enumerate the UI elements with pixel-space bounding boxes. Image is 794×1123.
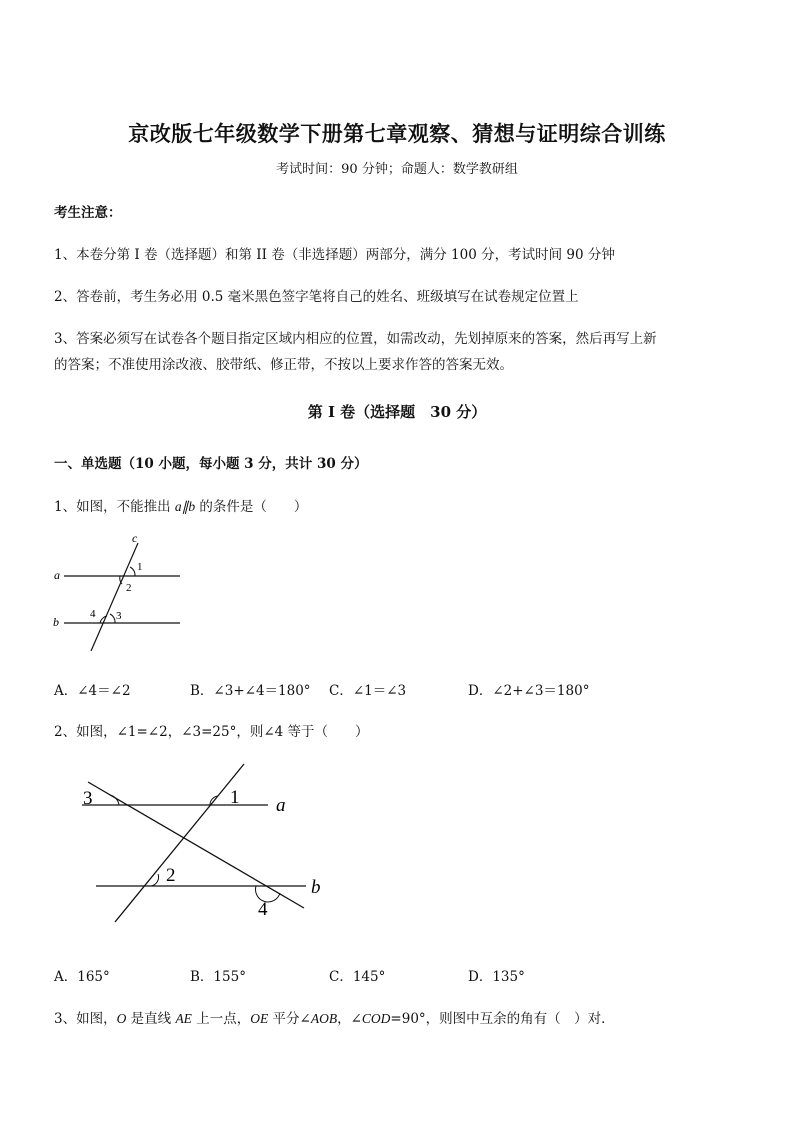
label-a: a [54, 568, 60, 582]
line-c [91, 543, 138, 651]
label-b: b [53, 615, 59, 629]
exam-info: 考试时间：90 分钟；命题人：数学教研组 [276, 162, 518, 177]
label-a: a [276, 795, 286, 816]
question-3-text: 上一点， [191, 1011, 251, 1027]
question-1-stem [54, 495, 307, 515]
notice-heading: 考生注意： [54, 205, 122, 221]
option-a[interactable]: A．165° [54, 969, 110, 985]
question-3-stem [54, 1007, 615, 1027]
label-1: 1 [230, 787, 240, 808]
notice-item: 1、本卷分第 I 卷（选择题）和第 II 卷（非选择题）两部分，满分 100 分，考试时间 90 分钟 [54, 247, 615, 263]
section-title: 第 I 卷（选择题 30 分） [307, 403, 487, 421]
notice-item: 3、答案必须写在试卷各个题目指定区域内相应的位置，如需改动，先划掉原来的答案，然后再写上新 [54, 331, 657, 347]
question-1-suffix: 的条件是（ ） [195, 499, 308, 515]
question-3-text: 3、如图， [54, 1011, 117, 1027]
question-2-stem: 2、如图，∠1=∠2，∠3=25°，则∠4 等于（ ） [54, 724, 369, 740]
label-b: b [311, 877, 321, 898]
notice-item: 2、答卷前，考生务必用 0.5 毫米黑色签字笔将自己的姓名、班级填写在试卷规定位置上 [54, 289, 579, 305]
label-2: 2 [126, 582, 132, 594]
label-4: 4 [90, 608, 96, 620]
option-a[interactable]: A．∠4＝∠2 [54, 683, 131, 699]
question-3-math: AE [175, 1011, 192, 1026]
label-4: 4 [258, 899, 268, 920]
label-1: 1 [137, 561, 143, 573]
question-3-math: AOB [310, 1011, 338, 1026]
question-1-math: a∥b [174, 499, 196, 514]
part-heading: 一、单选题（10 小题，每小题 3 分，共计 30 分） [54, 456, 368, 472]
option-b[interactable]: B．155° [190, 969, 246, 985]
angle-arc-1 [130, 567, 135, 576]
option-c[interactable]: C．145° [329, 969, 386, 985]
option-b[interactable]: B．∠3+∠4＝180° [190, 683, 311, 699]
question-3-text: 平分∠ [268, 1011, 311, 1027]
question-3-text: =90°，则图中互余的角有（ ）对． [390, 1011, 615, 1027]
question-3-math: COD [361, 1011, 391, 1026]
question-3-text: ，∠ [337, 1011, 362, 1027]
notice-item-continued: 的答案；不准使用涂改液、胶带纸、修正带，不按以上要求作答的答案无效。 [54, 357, 513, 373]
option-d[interactable]: D．∠2+∠3＝180° [468, 683, 590, 699]
page-title: 京改版七年级数学下册第七章观察、猜想与证明综合训练 [128, 121, 666, 146]
angle-arc-3 [110, 614, 115, 623]
question-3-math: OE [250, 1011, 269, 1026]
question-1-figure [50, 530, 190, 655]
label-c: c [132, 531, 138, 545]
label-2: 2 [166, 865, 176, 886]
label-3: 3 [83, 788, 93, 809]
label-3: 3 [116, 610, 122, 622]
angle-arc-3 [110, 795, 119, 805]
transversal-descending [88, 782, 304, 908]
question-1-prefix: 1、如图，不能推出 [54, 499, 175, 515]
option-d[interactable]: D．135° [468, 969, 525, 985]
option-c[interactable]: C．∠1＝∠3 [329, 683, 407, 699]
question-2-figure [70, 760, 340, 930]
transversal-ascending [115, 764, 244, 922]
question-3-text: 是直线 [126, 1011, 176, 1027]
question-3-math: O [116, 1011, 127, 1026]
